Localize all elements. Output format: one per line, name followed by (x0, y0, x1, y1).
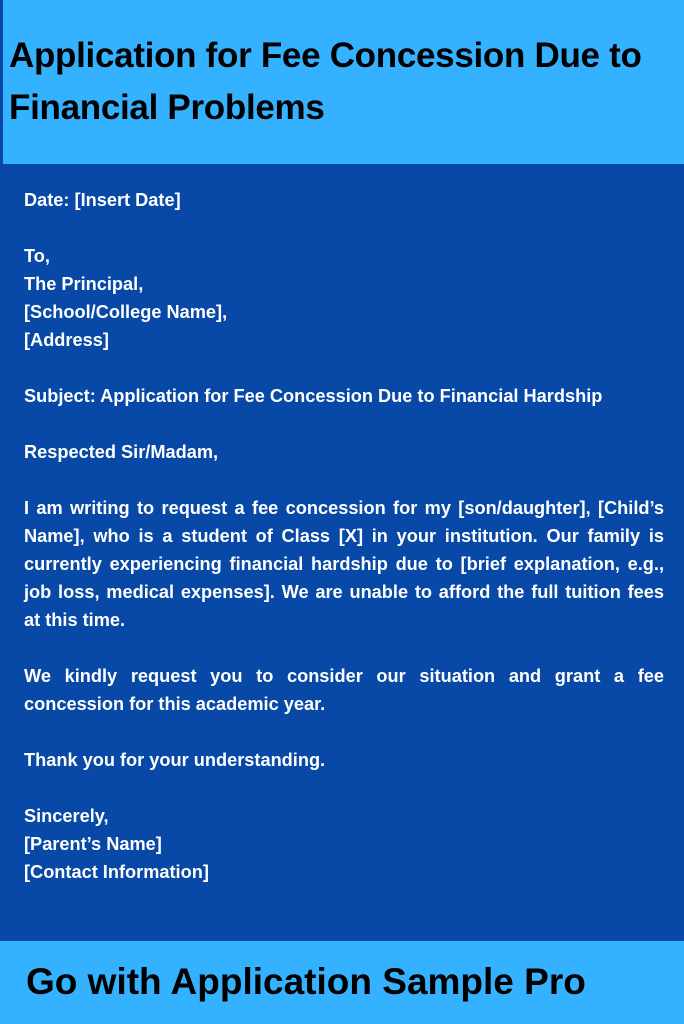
footer-banner (0, 941, 684, 1024)
letter-date: Date: [Insert Date] (24, 190, 181, 210)
letter-recipient: The Principal, (24, 274, 144, 294)
spacer (24, 410, 664, 438)
spacer (24, 634, 664, 662)
spacer (24, 774, 664, 802)
spacer (24, 354, 664, 382)
letter-paragraph-request: I am writing to request a fee concession for my [son/daughter], [Child’s Name], who is a student of Class [X] in your institution. Our family is currently experiencing financial hardship due to [brief explanation, e.g., job loss, medical expenses]. We are unable to afford the full tuition fees at this time. (24, 498, 664, 630)
page-title: Application for Fee Concession Due to Financial Problems (9, 36, 642, 127)
letter-thanks: Thank you for your understanding. (24, 750, 326, 770)
footer-brand-text: Go with Application Sample Pro (26, 961, 586, 1002)
letter-address: [Address] (24, 330, 109, 350)
letter-body (24, 186, 664, 886)
letter-school: [School/College Name], (24, 302, 228, 322)
letter-to: To, (24, 246, 50, 266)
header-banner (0, 0, 684, 164)
spacer (24, 718, 664, 746)
spacer (24, 466, 664, 494)
letter-paragraph-consider: We kindly request you to consider our situation and grant a fee concession for this academic year. (24, 666, 664, 714)
letter-closing: Sincerely, (24, 806, 109, 826)
letter-contact: [Contact Information] (24, 862, 209, 882)
spacer (24, 214, 664, 242)
letter-parent-name: [Parent’s Name] (24, 834, 162, 854)
letter-salutation: Respected Sir/Madam, (24, 442, 219, 462)
letter-subject: Subject: Application for Fee Concession Due to Financial Hardship (24, 386, 603, 406)
